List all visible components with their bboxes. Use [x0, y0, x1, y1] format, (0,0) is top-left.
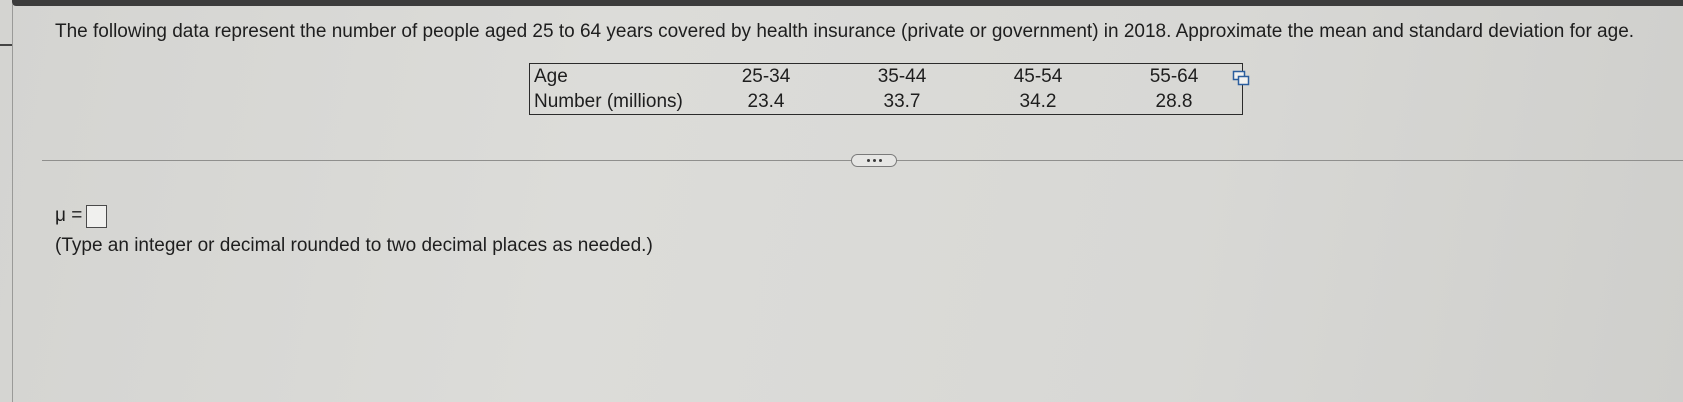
number-cell: 34.2	[1019, 91, 1057, 112]
answer-row	[55, 204, 107, 228]
mu-label: μ =	[55, 205, 83, 226]
copy-data-icon[interactable]	[1232, 70, 1250, 86]
table-row-age	[530, 64, 1243, 90]
number-cell: 33.7	[883, 91, 921, 112]
number-cell: 28.8	[1155, 91, 1193, 112]
answer-hint: (Type an integer or decimal rounded to two decimal places as needed.)	[55, 235, 653, 256]
table-row-number	[530, 89, 1243, 115]
age-cell: 35-44	[877, 66, 927, 87]
question-text: The following data represent the number of people aged 25 to 64 years covered by health insurance (private or government) in 2018. Approximate the mean and standard deviation for age.	[55, 21, 1635, 42]
number-cell: 23.4	[747, 91, 785, 112]
age-cell: 25-34	[741, 66, 791, 87]
row-header-number: Number (millions)	[534, 91, 683, 112]
left-tick	[0, 44, 12, 46]
row-header-age: Age	[534, 66, 568, 87]
age-cell: 55-64	[1149, 66, 1199, 87]
mu-answer-input[interactable]	[86, 205, 107, 228]
more-dots-icon[interactable]	[851, 154, 897, 167]
age-cell: 45-54	[1013, 66, 1063, 87]
data-table	[529, 63, 1243, 115]
top-bar	[12, 0, 1683, 6]
left-border	[12, 4, 13, 402]
